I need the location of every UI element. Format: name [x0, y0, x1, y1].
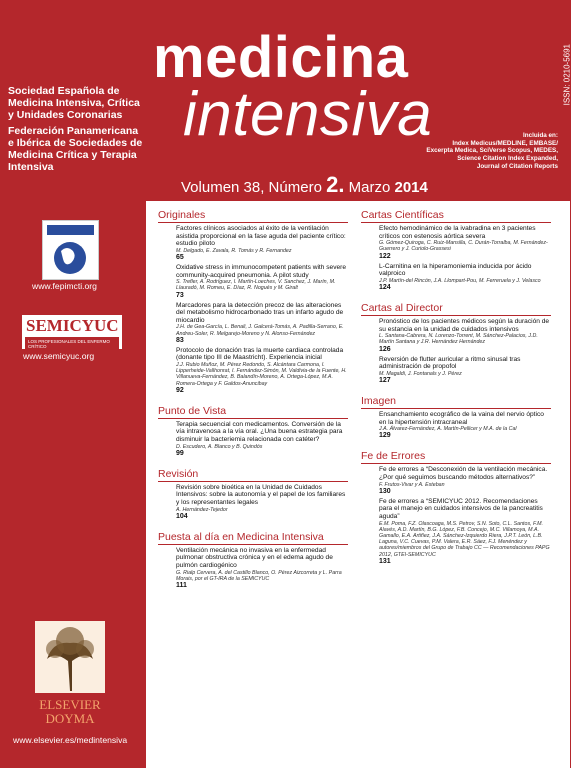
toc-right-column	[361, 209, 551, 576]
article-page: 92	[176, 386, 184, 394]
article-title: Ensanchamiento ecográfico de la vaina del nervio óptico en la hipertensión intracraneal	[379, 410, 544, 426]
article-title: Efecto hemodinámico de la ivabradina en 3 pacientes críticos con estenosis aórtica severa	[379, 225, 536, 240]
article-authors: A. Hernández-Tejedor	[176, 506, 228, 513]
indexed-heading: Incluida en:	[523, 132, 558, 139]
article-page: 83	[176, 336, 184, 344]
section-title: Imagen	[361, 395, 551, 409]
semicyuc-logo-tagline: LOS PROFESIONALES DEL ENFERMO CRÍTICO	[25, 337, 119, 351]
article-page: 104	[176, 512, 188, 520]
fepimcti-logo	[42, 220, 99, 280]
toc-article[interactable]	[379, 356, 551, 385]
article-page: 65	[176, 253, 184, 261]
article-title: Ventilación mecánica no invasiva en la enfermedad pulmonar obstructiva crónica y en el edema agudo de pulmón cardiogénico	[176, 546, 333, 569]
article-title: Oxidative stress in immunocompetent patients with severe community-acquired pneumonia. A pilot study	[176, 263, 347, 279]
semicyuc-logo	[22, 315, 122, 349]
article-title: Pronóstico de los pacientes médicos según la duración de su estancia en la unidad de cuidados intensivos	[379, 317, 550, 333]
article-page: 99	[176, 449, 184, 457]
issn-label: ISSN: 0210-5691	[562, 44, 571, 106]
section-title: Cartas Científicas	[361, 209, 551, 223]
toc-article[interactable]	[176, 484, 348, 521]
toc-section	[158, 405, 348, 458]
article-title: Fe de errores a “SEMICYUC 2012. Recomendaciones para el manejo en cuidados intensivos de la pancreatitis aguda”	[379, 497, 543, 520]
article-page: 126	[379, 345, 391, 353]
article-authors: J.P. Martín-del Rincón, J.A. Llompart-Pou, M. Ferreruela y J. Velasco	[379, 277, 541, 284]
elsevier-logo	[35, 621, 105, 726]
indexed-item: Science Citation Index Expanded,	[457, 155, 558, 163]
elsevier-logo-line2: DOYMA	[45, 711, 95, 726]
journal-title-line1: medicina	[153, 25, 409, 90]
toc-article[interactable]	[176, 347, 348, 395]
toc-left-column	[158, 209, 348, 600]
article-title: Factores clínicos asociados al éxito de la ventilación asistida proporcional en la fase aguda del paciente crítico: estudio piloto	[176, 225, 346, 248]
indexed-in-block	[426, 132, 558, 171]
article-page: 129	[379, 432, 391, 440]
volume-prefix: Volumen 38, Número	[181, 179, 322, 196]
article-authors: F. Frutos-Vivar y A. Esteban	[379, 481, 445, 488]
article-title: Revisión sobre bioética en la Unidad de Cuidados Intensivos: sobre la autonomía y el papel de los familiares y los representantes legales	[176, 483, 346, 506]
society-fepimcti-name: Federación Panamericana e Ibérica de Sociedades de Medicina Crítica y Terapia Intensiva	[8, 125, 143, 173]
article-authors: M. Magaldi, J. Fontanals y J. Pérez	[379, 370, 462, 377]
article-title: Terapia secuencial con medicamentos. Conversión de la vía intravenosa a la vía oral. ¿Una buena estrategia para disminuir la bacteriemia relacionada con catéter?	[176, 420, 343, 443]
toc-section	[361, 450, 551, 565]
article-authors: M. Delgado, E. Zavala, R. Tomás y R. Fernandez	[176, 247, 292, 254]
article-authors: J.A. Álvarez-Fernández, A. Martín-Pellicer y M.A. de la Cal	[379, 426, 517, 433]
article-page: 124	[379, 283, 391, 291]
section-title: Cartas al Director	[361, 302, 551, 316]
toc-article[interactable]	[379, 225, 551, 261]
article-title: Reversión de flutter auricular a ritmo sinusal tras administración de propofol	[379, 355, 521, 371]
toc-section	[158, 531, 348, 590]
journal-title-line2: intensiva	[183, 80, 433, 149]
toc-section	[158, 209, 348, 395]
article-page: 131	[379, 557, 391, 565]
toc-section	[361, 302, 551, 385]
article-page: 73	[176, 291, 184, 299]
elsevier-logo-line1: ELSEVIER	[39, 697, 101, 712]
semicyuc-logo-name: SEMICYUC	[26, 316, 119, 335]
article-page: 127	[379, 376, 391, 384]
volume-year: 2014	[394, 179, 428, 196]
article-page: 122	[379, 252, 391, 260]
toc-section	[361, 395, 551, 440]
article-authors: G. Rialp Cervera, A. del Castillo Blanco, O. Pérez Aizcorreta y L. Parra Morais, por el GT-IRA de la SEMICYUC	[176, 569, 342, 582]
fepimcti-link[interactable]: www.fepimcti.org	[32, 281, 97, 291]
elsevier-tree-icon	[35, 621, 105, 693]
section-title: Revisión	[158, 468, 348, 482]
article-authors: G. Gómez-Quiroga, C. Ruiz-Mansilla, C. Durán-Torralba, M. Fernández-Guerrero y J. Curiolo-Grassesi	[379, 240, 548, 253]
toc-article[interactable]	[379, 466, 551, 495]
toc-article[interactable]	[176, 547, 348, 590]
article-authors: S. Trefler, A. Rodríguez, I. Martín-Loeches, V. Sanchez, J. Marín, M. Llauradó, M. Romeu, E. Díaz, R. Nogués y M. Giralt	[176, 279, 336, 292]
society-semicyuc-name: Sociedad Española de Medicina Intensiva, Crítica y Unidades Coronarias	[8, 85, 140, 121]
toc-article[interactable]	[176, 421, 348, 458]
article-title: L-Carnitina en la hiperamoniemia inducida por ácido valproico	[379, 262, 532, 278]
article-authors: L. Santana-Cabrera, N. Lorenzo-Torrent, M. Sánchez-Palacios, J.D. Martín Santana y J.R. Hernández Hernández	[379, 333, 538, 346]
indexed-item: Journal of Citation Reports	[476, 162, 558, 170]
toc-article[interactable]	[176, 302, 348, 345]
issue-number: 2.	[326, 172, 345, 197]
article-authors: E.M. Poma, F.Z. Olascoaga, M.S. Petrov, S.N. Soto, C.L. Santos, F.M. Alavés, A.D. Martín, B.G. López, F.B. Concejo, M.C. Villamoya, M.A. Gamallo, E.A. Artiñez, J.A. Sánchez-Izquierdo Riera, J.P.T. León, L.B. Laguna, V.C. Cuevas, P.M. Valera, E.R. Sáez, F.J. Menéndez y autores/miembros del Grupo de Trabajo CC — Recomendaciones PAPG 2012, GTEI-SEMICYUC	[379, 520, 550, 558]
section-title: Puesta al día en Medicina Intensiva	[158, 531, 348, 545]
toc-article[interactable]	[379, 263, 551, 292]
toc-article[interactable]	[379, 411, 551, 440]
toc-section	[361, 209, 551, 292]
volume-line	[181, 172, 428, 198]
toc-section	[158, 468, 348, 521]
article-title: Fe de errores a “Desconexión de la ventilación mecánica. ¿Por qué seguimos buscando métodos alternativos?”	[379, 466, 548, 481]
section-title: Originales	[158, 209, 348, 223]
indexed-item: Index Medicus/MEDLINE, EMBASE/	[452, 139, 558, 147]
toc-article[interactable]	[379, 318, 551, 354]
article-page: 130	[379, 487, 391, 495]
indexed-item: Excerpta Medica, SciVerse Scopus, MEDES,	[426, 147, 558, 155]
article-page: 111	[176, 581, 187, 589]
article-authors: J.H. de Gea-García, L. Benali, J. Galcerá-Tomás, A. Padilla-Serrano, E. Andreu-Soler, R. Melgarejo-Moreno y N. Alonso-Fernández	[176, 324, 344, 337]
toc-article[interactable]	[379, 498, 551, 566]
toc-article[interactable]	[176, 225, 348, 262]
article-authors: D. Escudero, A. Blanco y B. Quindós	[176, 443, 263, 450]
elsevier-link[interactable]: www.elsevier.es/medintensiva	[13, 735, 128, 745]
volume-month: Marzo	[348, 179, 391, 196]
toc-article[interactable]	[176, 264, 348, 300]
section-title: Fe de Errores	[361, 450, 551, 464]
globe-icon	[43, 221, 98, 279]
article-title: Protocolo de donación tras la muerte cardiaca controlada (donante tipo III de Maastricht). Experiencia inicial	[176, 346, 344, 362]
section-title: Punto de Vista	[158, 405, 348, 419]
article-title: Marcadores para la detección precoz de las alteraciones del metabolismo hidrocarbonado tras un infarto agudo de miocardio	[176, 301, 344, 324]
article-authors: J.J. Rubio Muñoz, M. Pérez Redondo, S. Alcántara Carmona, I. Lipperheide-Vallhonrat, I. Fernández-Simón, M. Valdivia-de la Fuente, H. Villanueva-Fernández, B. Balandín-Moreno, A. Ortega-López, M.A. Romera-Ortega y F. Galdos-Anuncibay	[176, 361, 347, 387]
table-of-contents	[146, 201, 570, 768]
semicyuc-link[interactable]: www.semicyuc.org	[23, 351, 95, 361]
